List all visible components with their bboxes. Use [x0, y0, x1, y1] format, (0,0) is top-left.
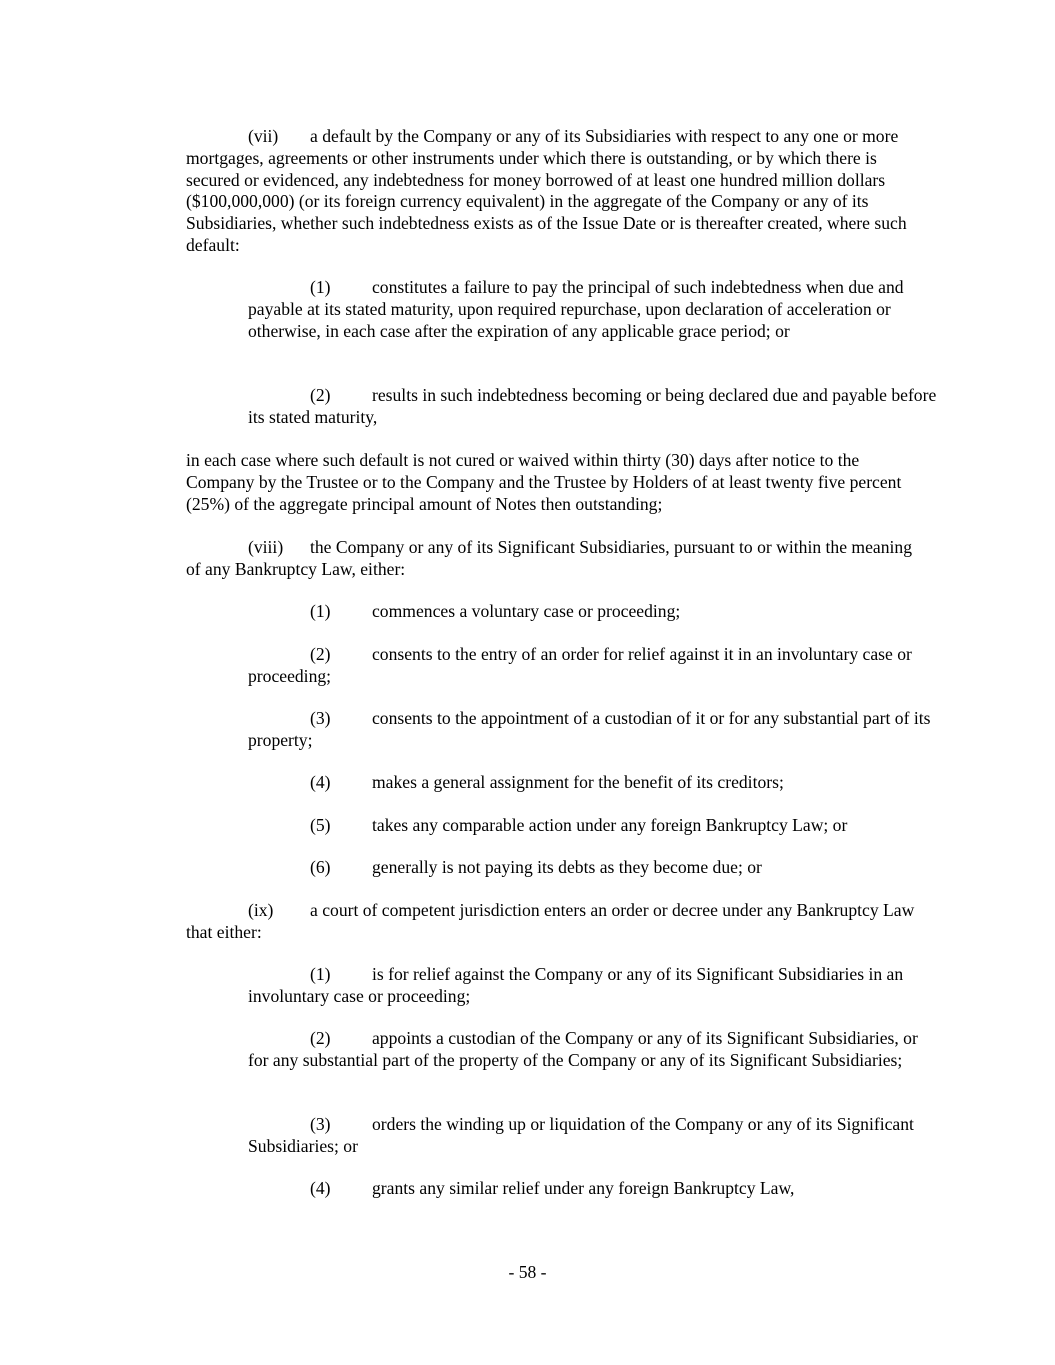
item-number: (6) [310, 857, 331, 877]
item-text: grants any similar relief under any foreign Bankruptcy Law, [372, 1178, 795, 1198]
item-text: is for relief against the Company or any of its Significant Subsidiaries in an involuntary case or proceeding; [248, 964, 904, 1006]
item-number: (1) [310, 277, 331, 297]
page-number: - 58 - [508, 1262, 547, 1282]
clause-vii-item-1 [248, 277, 938, 342]
item-text: consents to the entry of an order for relief against it in an involuntary case or proceeding; [248, 644, 912, 686]
item-number: (3) [310, 1114, 331, 1134]
clause-text: a court of competent jurisdiction enters an order or decree under any Bankruptcy Law that either: [186, 900, 915, 942]
clause-vii [186, 126, 921, 257]
clause-text: the Company or any of its Significant Subsidiaries, pursuant to or within the meaning of any Bankruptcy Law, either: [186, 537, 913, 579]
item-text: appoints a custodian of the Company or any of its Significant Subsidiaries, or for any substantial part of the property of the Company or any of its Significant Subsidiaries; [248, 1028, 918, 1070]
clause-viii-item-4 [248, 772, 938, 794]
item-text: orders the winding up or liquidation of the Company or any of its Significant Subsidiaries; or [248, 1114, 914, 1156]
item-text: generally is not paying its debts as they become due; or [372, 857, 762, 877]
item-text: commences a voluntary case or proceeding; [372, 601, 681, 621]
item-text: results in such indebtedness becoming or being declared due and payable before its stated maturity, [248, 385, 937, 427]
item-number: (2) [310, 644, 331, 664]
clause-ix-item-2 [248, 1028, 938, 1072]
clause-viii [186, 537, 921, 581]
clause-ix [186, 900, 921, 944]
clause-number: (vii) [248, 126, 279, 146]
item-text: constitutes a failure to pay the principal of such indebtedness when due and payable at its stated maturity, upon required repurchase, upon declaration of acceleration or otherwise, in each case after the expiration of any applicable grace period; or [248, 277, 904, 341]
clause-ix-item-3 [248, 1114, 938, 1158]
clause-number: (viii) [248, 537, 284, 557]
clause-viii-item-5 [248, 815, 938, 837]
clause-viii-item-1 [248, 601, 938, 623]
clause-ix-item-1 [248, 964, 938, 1008]
item-text: consents to the appointment of a custodian of it or for any substantial part of its property; [248, 708, 931, 750]
item-number: (5) [310, 815, 331, 835]
item-number: (2) [310, 385, 331, 405]
clause-ix-item-4 [248, 1178, 938, 1200]
item-text: makes a general assignment for the benefit of its creditors; [372, 772, 784, 792]
clause-viii-item-6 [248, 857, 938, 879]
clause-number: (ix) [248, 900, 274, 920]
clause-vii-item-2 [248, 385, 938, 429]
clause-vii-tail [186, 450, 921, 515]
clause-text: a default by the Company or any of its Subsidiaries with respect to any one or more mortgages, agreements or other instruments under which there is outstanding, or by which there is secured or evidenced, any indebtedness for money borrowed of at least one hundred million dollars ($100,000,000) (or its foreign currency equivalent) in the aggregate of the Company or any of its Subsidiaries, whether such indebtedness exists as of the Issue Date or is thereafter created, where such default: [186, 126, 907, 255]
item-text: takes any comparable action under any foreign Bankruptcy Law; or [372, 815, 848, 835]
item-number: (4) [310, 1178, 331, 1198]
tail-text: in each case where such default is not cured or waived within thirty (30) days after notice to the Company by the Trustee or to the Company and the Trustee by Holders of at least twenty five percent (25%) of the aggregate principal amount of Notes then outstanding; [186, 450, 902, 514]
item-number: (1) [310, 601, 331, 621]
item-number: (2) [310, 1028, 331, 1048]
clause-viii-item-3 [248, 708, 938, 752]
clause-viii-item-2 [248, 644, 938, 688]
item-number: (1) [310, 964, 331, 984]
item-number: (3) [310, 708, 331, 728]
item-number: (4) [310, 772, 331, 792]
